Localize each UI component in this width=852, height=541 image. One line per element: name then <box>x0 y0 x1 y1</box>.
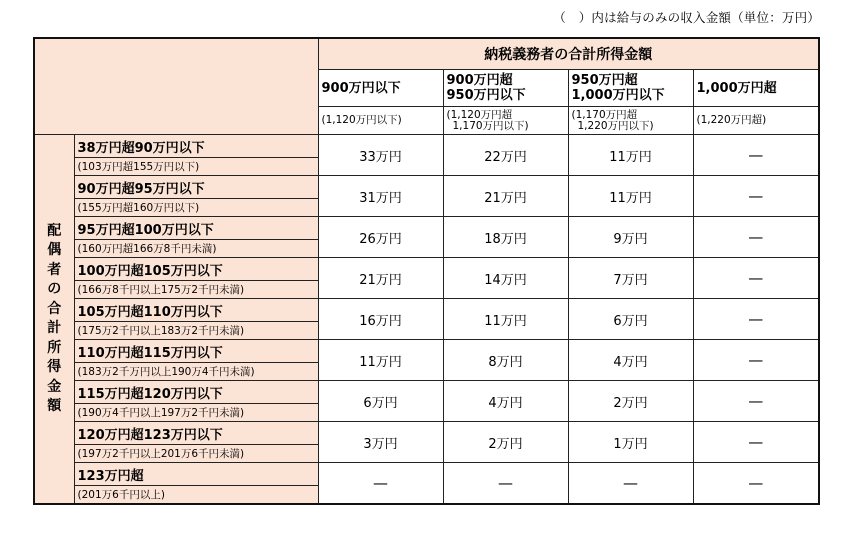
unit-note: （ ）内は給与のみの収入金額（単位：万円） <box>553 10 820 25</box>
deduction-value-cell: 14万円 <box>443 258 568 299</box>
row-label: 123万円超 <box>74 463 318 486</box>
deduction-value-cell: 2万円 <box>443 422 568 463</box>
deduction-value-cell: 22万円 <box>443 135 568 176</box>
deduction-value-cell: — <box>693 340 819 381</box>
column-header-line1: 900万円超 <box>446 73 513 88</box>
deduction-value-cell: 4万円 <box>443 381 568 422</box>
column-header-line1: 1,000万円超 <box>696 80 777 96</box>
row-label: 95万円超100万円以下 <box>74 217 318 240</box>
deduction-value-cell: 18万円 <box>443 217 568 258</box>
column-header-line2: 1,000万円以下 <box>571 88 665 103</box>
deduction-value-cell: 1万円 <box>568 422 693 463</box>
row-axis-char: 所 <box>47 339 62 356</box>
row-label: 100万円超105万円以下 <box>74 258 318 281</box>
deduction-value-cell: — <box>693 217 819 258</box>
deduction-value-cell: 21万円 <box>318 258 443 299</box>
deduction-value-cell: 21万円 <box>443 176 568 217</box>
row-label: 90万円超95万円以下 <box>74 176 318 199</box>
column-header-line1: 900万円以下 <box>321 80 401 96</box>
deduction-value-cell: — <box>693 299 819 340</box>
deduction-value-cell: 3万円 <box>318 422 443 463</box>
row-label: 110万円超115万円以下 <box>74 340 318 363</box>
deduction-value-cell: — <box>693 176 819 217</box>
deduction-value-cell: 7万円 <box>568 258 693 299</box>
deduction-value-cell: 11万円 <box>443 299 568 340</box>
header-title: 納税義務者の合計所得金額 <box>318 38 819 70</box>
column-subheader-line1: (1,120万円以下) <box>321 114 402 126</box>
row-axis-char: 者 <box>47 261 62 278</box>
deduction-table <box>33 37 820 505</box>
column-subheader-1 <box>318 107 443 135</box>
row-label: 105万円超110万円以下 <box>74 299 318 322</box>
column-header-line1: 950万円超 <box>571 73 638 88</box>
deduction-value-cell: 31万円 <box>318 176 443 217</box>
deduction-value-cell: 11万円 <box>568 135 693 176</box>
deduction-value-cell: 26万円 <box>318 217 443 258</box>
row-axis-char: 額 <box>47 398 62 414</box>
deduction-value-cell: 11万円 <box>318 340 443 381</box>
column-header-line2: 950万円以下 <box>446 88 526 103</box>
column-subheader-line2: 1,170万円以下) <box>452 119 529 132</box>
row-label: 115万円超120万円以下 <box>74 381 318 404</box>
deduction-value-cell: — <box>568 463 693 505</box>
row-axis-char: 得 <box>47 359 62 375</box>
row-axis-char: 計 <box>47 320 62 336</box>
column-header-4 <box>693 70 819 107</box>
deduction-value-cell: 6万円 <box>318 381 443 422</box>
row-sublabel: (155万円超160万円以下) <box>74 199 318 217</box>
row-axis-char: の <box>47 281 62 297</box>
column-header-3 <box>568 70 693 107</box>
column-subheader-line2: 1,220万円以下) <box>577 119 654 132</box>
column-subheader-2 <box>443 107 568 135</box>
deduction-value-cell: 16万円 <box>318 299 443 340</box>
column-subheader-4 <box>693 107 819 135</box>
row-sublabel: (175万2千円以上183万2千円未満) <box>74 322 318 340</box>
deduction-value-cell: — <box>318 463 443 505</box>
deduction-value-cell: 8万円 <box>443 340 568 381</box>
column-subheader-line1: (1,170万円超 <box>571 108 638 121</box>
row-sublabel: (183万2千万円以上190万4千円未満) <box>74 363 318 381</box>
row-sublabel: (160万円超166万8千円未満) <box>74 240 318 258</box>
deduction-value-cell: — <box>443 463 568 505</box>
row-sublabel: (201万6千円以上) <box>74 486 318 505</box>
column-header-2 <box>443 70 568 107</box>
deduction-value-cell: — <box>693 258 819 299</box>
deduction-value-cell: — <box>693 381 819 422</box>
row-sublabel: (190万4千円以上197万2千円未満) <box>74 404 318 422</box>
row-axis-char: 金 <box>47 378 62 395</box>
row-axis-label <box>34 135 74 505</box>
corner-cell <box>34 38 318 135</box>
row-axis-char: 合 <box>47 300 62 317</box>
deduction-value-cell: 6万円 <box>568 299 693 340</box>
row-sublabel: (103万円超155万円以下) <box>74 158 318 176</box>
deduction-value-cell: 4万円 <box>568 340 693 381</box>
row-sublabel: (166万8千円以上175万2千円未満) <box>74 281 318 299</box>
deduction-value-cell: 33万円 <box>318 135 443 176</box>
deduction-value-cell: — <box>693 422 819 463</box>
deduction-value-cell: — <box>693 463 819 505</box>
row-label: 38万円超90万円以下 <box>74 135 318 158</box>
row-sublabel: (197万2千円以上201万6千円未満) <box>74 445 318 463</box>
column-subheader-3 <box>568 107 693 135</box>
column-subheader-line1: (1,120万円超 <box>446 108 513 121</box>
column-subheader-line1: (1,220万円超) <box>696 114 767 126</box>
deduction-value-cell: 2万円 <box>568 381 693 422</box>
column-header-1 <box>318 70 443 107</box>
deduction-value-cell: 9万円 <box>568 217 693 258</box>
deduction-value-cell: 11万円 <box>568 176 693 217</box>
row-label: 120万円超123万円以下 <box>74 422 318 445</box>
deduction-value-cell: — <box>693 135 819 176</box>
row-axis-char: 偶 <box>47 242 62 258</box>
row-axis-char: 配 <box>47 222 62 239</box>
